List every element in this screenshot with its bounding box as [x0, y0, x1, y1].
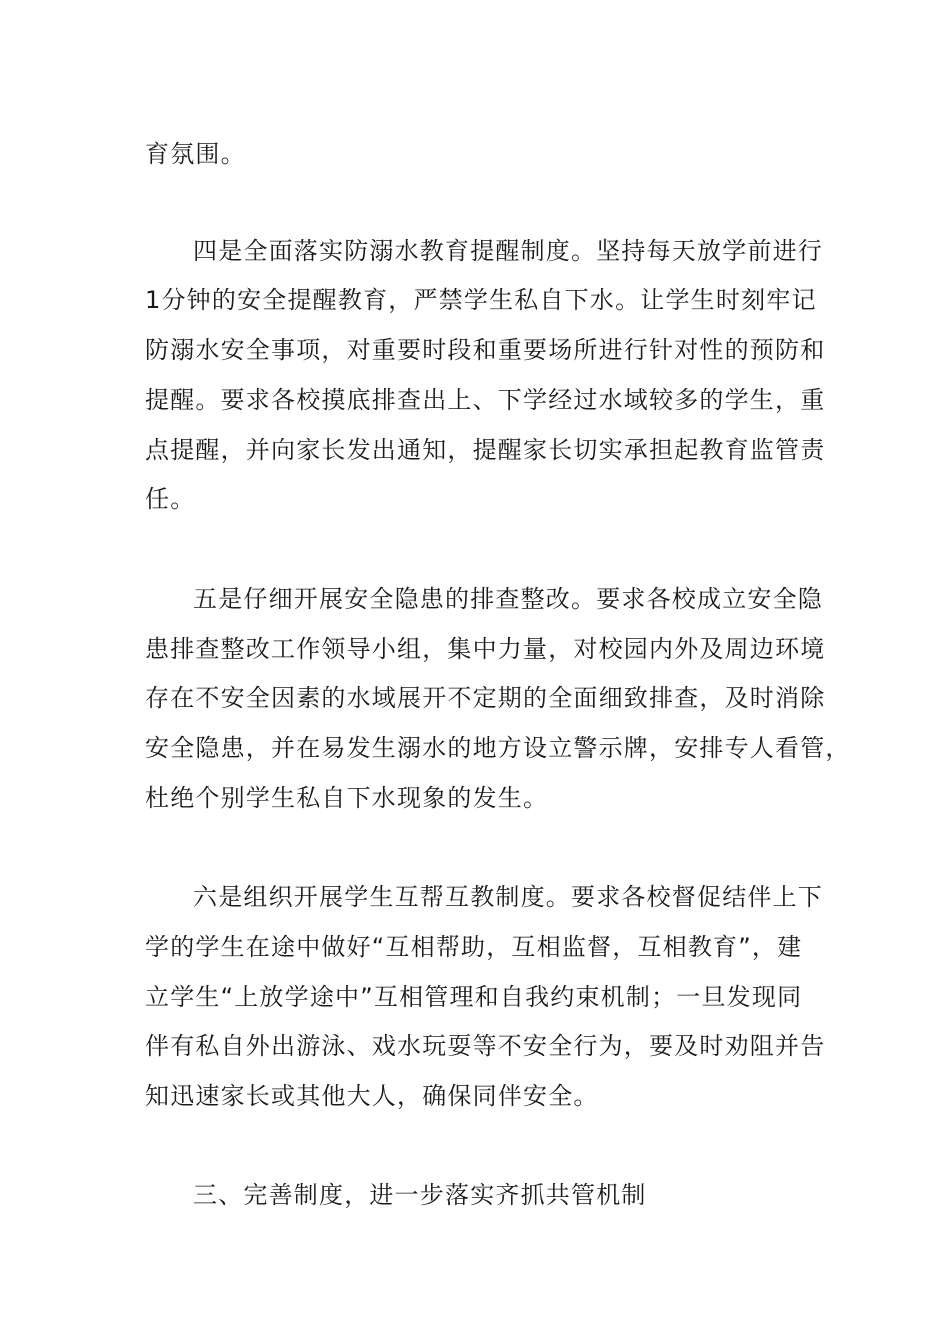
paragraph-four-first-line: 四是全面落实防溺水教育提醒制度。坚持每天放学前进行: [193, 237, 823, 265]
paragraph-six-first-line: 六是组织开展学生互帮互教制度。要求各校督促结伴上下: [193, 883, 823, 911]
section-heading: 三、完善制度，进一步落实齐抓共管机制: [193, 1181, 647, 1209]
text-line: 防溺水安全事项，对重要时段和重要场所进行针对性的预防和: [145, 336, 826, 364]
paragraph-five-first-line: 五是仔细开展安全隐患的排查整改。要求各校成立安全隐: [193, 585, 823, 613]
text-line: 立学生“上放学途中”互相管理和自我约束机制；一旦发现同: [145, 983, 803, 1011]
text-line: 提醒。要求各校摸底排查出上、下学经过水域较多的学生，重: [145, 386, 826, 414]
text-line: 学的学生在途中做好“互相帮助，互相监督，互相教育”，建: [145, 933, 803, 961]
text-line: 存在不安全因素的水域展开不定期的全面细致排查，及时消除: [145, 684, 826, 712]
text-line: 患排查整改工作领导小组，集中力量，对校园内外及周边环境: [145, 635, 826, 663]
text-line: 育氛围。: [145, 140, 246, 168]
text-line: 任。: [145, 485, 196, 513]
text-line: 杜绝个别学生私自下水现象的发生。: [145, 784, 549, 812]
text-line: 1分钟的安全提醒教育，严禁学生私自下水。让学生时刻牢记: [145, 286, 817, 314]
text-line: 知迅速家长或其他大人，确保同伴安全。: [145, 1082, 599, 1110]
text-line: 安全隐患，并在易发生溺水的地方设立警示牌，安排专人看管，: [145, 734, 851, 762]
text-line: 伴有私自外出游泳、戏水玩耍等不安全行为，要及时劝阻并告: [145, 1032, 826, 1060]
text-line: 点提醒，并向家长发出通知，提醒家长切实承担起教育监管责: [145, 436, 826, 464]
